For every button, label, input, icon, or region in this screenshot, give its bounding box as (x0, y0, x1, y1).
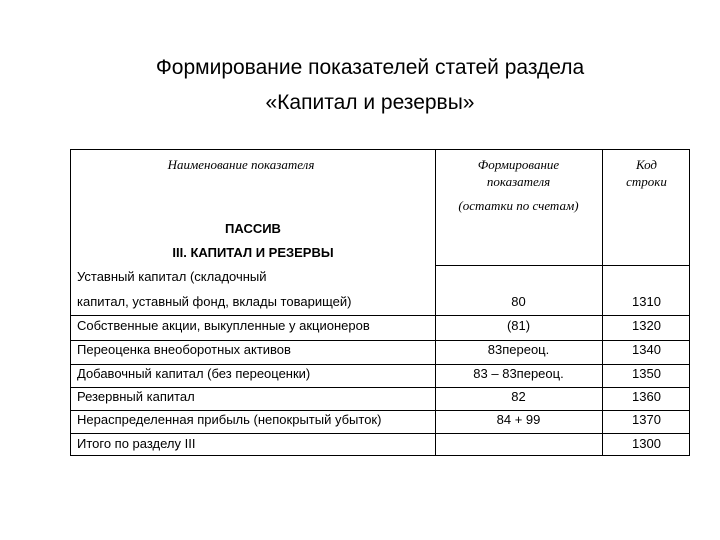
section-passiv: ПАССИВ (225, 221, 281, 236)
row-code: 1300 (632, 436, 661, 451)
page-title-line-2: «Капитал и резервы» (265, 91, 475, 114)
row-name: Резервный капитал (77, 389, 195, 404)
row-divider (435, 265, 689, 266)
header-formation-note: (остатки по счетам) (458, 198, 579, 213)
row-divider (71, 315, 689, 316)
row-formation: (81) (506, 318, 531, 333)
row-formation: 82 (511, 389, 526, 404)
row-name: Собственные акции, выкупленные у акционеров (77, 318, 370, 333)
row-name: Уставный капитал (складочный (77, 269, 267, 284)
header-formation-line-1: Формирование (477, 157, 560, 172)
capital-reserves-table (70, 149, 690, 456)
row-code: 1310 (632, 294, 661, 309)
row-code: 1360 (632, 389, 661, 404)
header-formation-line-2: показателя (486, 174, 551, 189)
row-code: 1350 (632, 366, 661, 381)
row-code: 1370 (632, 412, 661, 427)
row-formation: 83переоц. (487, 342, 550, 357)
row-code: 1320 (632, 318, 661, 333)
header-code-line-2: строки (626, 174, 667, 189)
row-formation: 83 – 83переоц. (473, 366, 564, 381)
header-name: Наименование показателя (167, 157, 315, 172)
header-code-line-1: Код (635, 157, 658, 172)
row-name: Добавочный капитал (без переоценки) (77, 366, 311, 381)
row-formation: 80 (511, 294, 526, 309)
row-formation: 84 + 99 (496, 412, 541, 427)
page-title-line-1: Формирование показателей статей раздела (155, 56, 585, 79)
row-divider (71, 433, 689, 434)
row-name: Итого по разделу III (77, 436, 196, 451)
section-capital: III. КАПИТАЛ И РЕЗЕРВЫ (172, 245, 334, 260)
row-code: 1340 (632, 342, 661, 357)
row-name: Переоценка внеоборотных активов (77, 342, 291, 357)
row-name: Нераспределенная прибыль (непокрытый убыток) (77, 412, 382, 427)
row-name: капитал, уставный фонд, вклады товарищей) (77, 294, 352, 309)
